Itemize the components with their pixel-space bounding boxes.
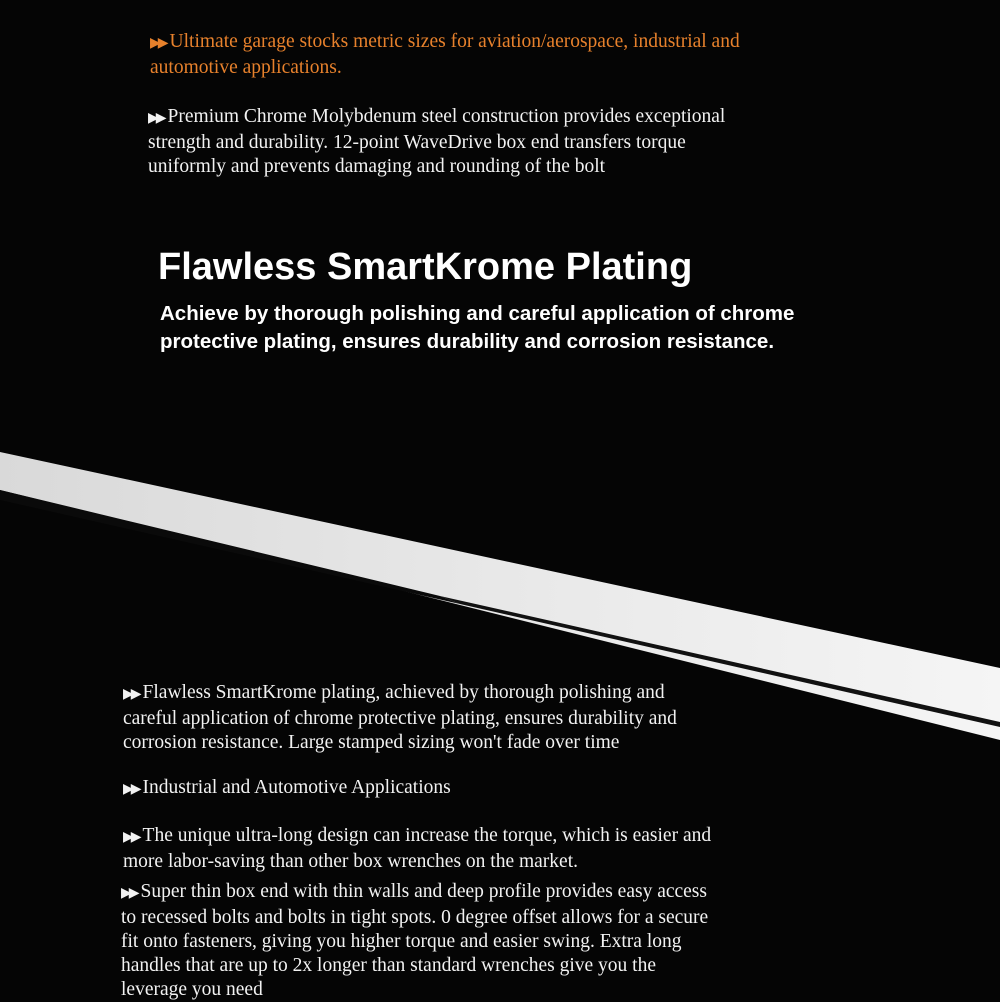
- double-arrow-icon: ▶▶: [123, 830, 139, 845]
- double-arrow-icon: ▶▶: [150, 36, 166, 51]
- bullet-item: [121, 880, 711, 1002]
- feature-subtitle: Achieve by thorough polishing and careful application of chrome protective plating, ensures durability and corrosion resistance.: [160, 302, 795, 353]
- bullet-item: [123, 776, 723, 802]
- bullet-text: Flawless SmartKrome plating, achieved by thorough polishing and careful application of chrome protective plating, ensures durability and corrosion resistance. Large stamped sizing won't fade over time: [123, 682, 677, 753]
- double-arrow-icon: ▶▶: [123, 687, 139, 702]
- intro-highlight: [150, 30, 790, 80]
- intro-material-text: Premium Chrome Molybdenum steel construction provides exceptional strength and durability. 12-point WaveDrive box end transfers torque uniformly and prevents damaging and rounding of the bolt: [148, 106, 726, 177]
- intro-material: [148, 105, 738, 179]
- bullet-text: The unique ultra-long design can increase the torque, which is easier and more labor-saving than other box wrenches on the market.: [123, 825, 712, 872]
- bullet-item: [123, 824, 743, 874]
- double-arrow-icon: ▶▶: [123, 782, 139, 797]
- double-arrow-icon: ▶▶: [148, 111, 164, 126]
- double-arrow-icon: ▶▶: [121, 886, 137, 901]
- feature-title: Flawless SmartKrome Plating: [158, 246, 693, 288]
- bullet-text: Industrial and Automotive Applications: [142, 777, 451, 798]
- bullet-item: [123, 681, 723, 755]
- intro-highlight-text: Ultimate garage stocks metric sizes for aviation/aerospace, industrial and automotive applications.: [150, 31, 740, 78]
- bullet-text: Super thin box end with thin walls and deep profile provides easy access to recessed bolts and bolts in tight spots. 0 degree offset allows for a secure fit onto fasteners, giving you higher torque and easier swing. Extra long handles that are up to 2x longer than standard wrenches give you the leverage you need: [121, 881, 709, 1000]
